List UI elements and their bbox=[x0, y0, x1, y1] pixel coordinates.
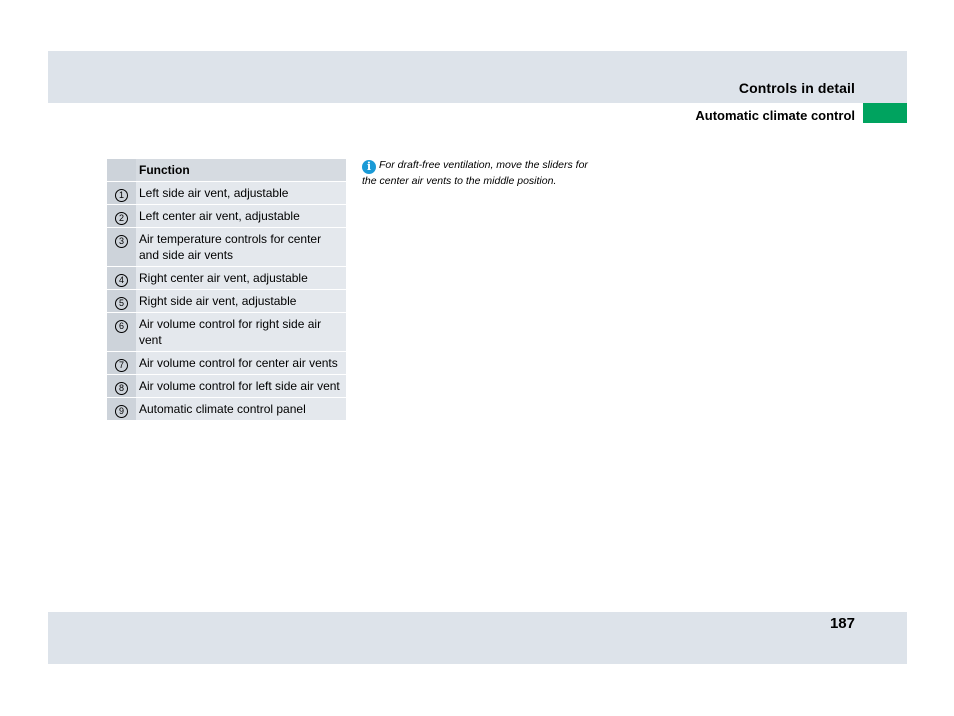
item-number-badge: 8 bbox=[115, 382, 128, 395]
footer-band bbox=[48, 612, 907, 664]
function-description: Air temperature controls for center and side air vents bbox=[136, 228, 346, 267]
item-number-badge: 9 bbox=[115, 405, 128, 418]
function-table bbox=[107, 159, 346, 421]
function-description: Automatic climate control panel bbox=[136, 398, 346, 421]
info-icon: i bbox=[362, 160, 376, 174]
section-title: Controls in detail bbox=[738, 80, 855, 96]
info-note-text: For draft-free ventilation, move the sliders for the center air vents to the middle position. bbox=[362, 159, 588, 187]
number-column-header bbox=[107, 159, 136, 182]
subsection-title: Automatic climate control bbox=[695, 108, 855, 123]
item-number-badge: 3 bbox=[115, 235, 128, 248]
function-column-header: Function bbox=[136, 159, 346, 182]
table-row bbox=[107, 182, 346, 205]
item-number-badge: 1 bbox=[115, 189, 128, 202]
item-number-badge: 7 bbox=[115, 359, 128, 372]
item-number-badge: 6 bbox=[115, 320, 128, 333]
function-description: Air volume control for left side air vent bbox=[136, 375, 346, 398]
table-row bbox=[107, 267, 346, 290]
table-header-row bbox=[107, 159, 346, 182]
function-description: Right side air vent, adjustable bbox=[136, 290, 346, 313]
section-tab-marker bbox=[863, 103, 907, 123]
function-description: Air volume control for center air vents bbox=[136, 352, 346, 375]
table-row bbox=[107, 313, 346, 352]
item-number-badge: 2 bbox=[115, 212, 128, 225]
function-description: Air volume control for right side air vent bbox=[136, 313, 346, 352]
item-number-badge: 4 bbox=[115, 274, 128, 287]
table-row bbox=[107, 398, 346, 421]
table-row bbox=[107, 228, 346, 267]
function-description: Left side air vent, adjustable bbox=[136, 182, 346, 205]
info-note bbox=[362, 158, 602, 189]
page-number: 187 bbox=[829, 615, 855, 632]
table-row bbox=[107, 352, 346, 375]
function-description: Right center air vent, adjustable bbox=[136, 267, 346, 290]
table-row bbox=[107, 290, 346, 313]
function-description: Left center air vent, adjustable bbox=[136, 205, 346, 228]
table-row bbox=[107, 375, 346, 398]
item-number-badge: 5 bbox=[115, 297, 128, 310]
table-row bbox=[107, 205, 346, 228]
